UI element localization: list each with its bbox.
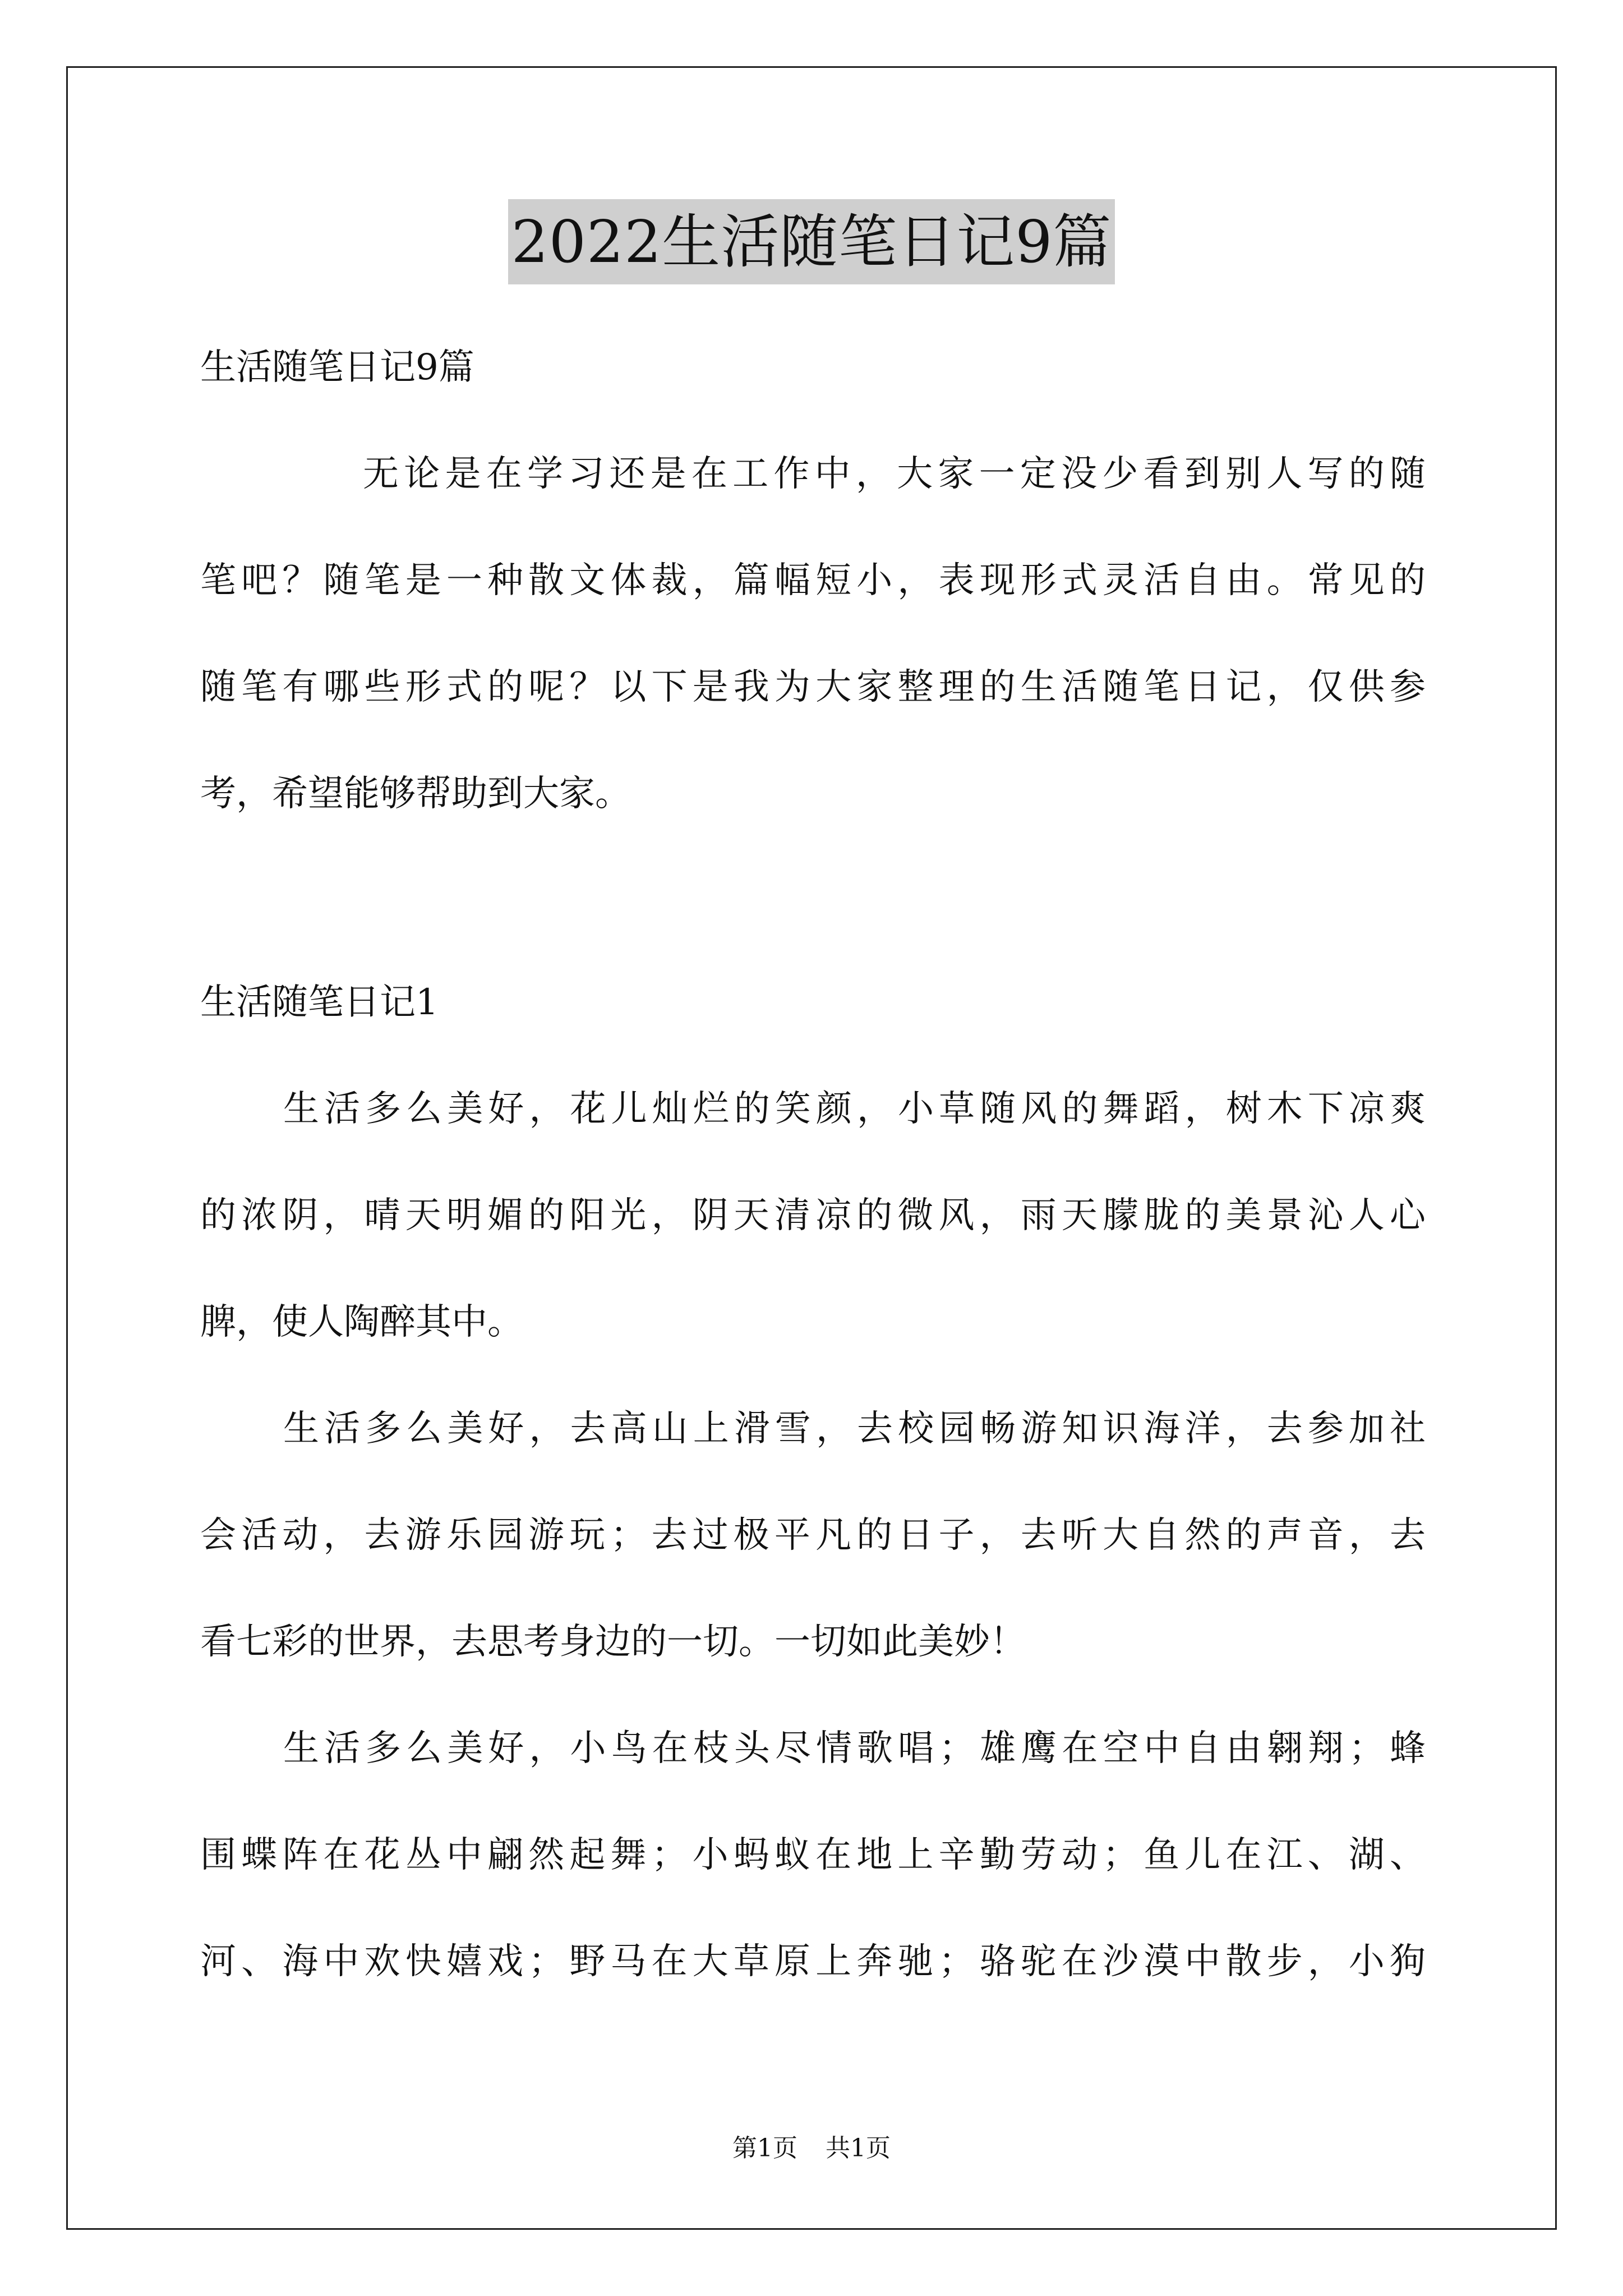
paragraph-line: 河、海中欢快嬉戏；野马在大草原上奔驰；骆驼在沙漠中散步，小狗: [200, 1941, 1426, 1982]
paragraph-line: 的浓阴，晴天明媚的阳光，阴天清凉的微风，雨天朦胧的美景沁人心: [200, 1195, 1426, 1236]
section-heading: 生活随笔日记1: [200, 982, 439, 1023]
paragraph-line: 脾，使人陶醉其中。: [200, 1301, 523, 1343]
page-footer: [0, 2132, 1623, 2165]
intro-line: 随笔有哪些形式的呢？以下是我为大家整理的生活随笔日记，仅供参: [200, 666, 1426, 708]
paragraph-line: 生活多么美好，花儿灿烂的笑颜，小草随风的舞蹈，树木下凉爽: [283, 1088, 1426, 1130]
document-title: 2022生活随笔日记9篇: [508, 199, 1115, 284]
paragraph-line: 生活多么美好，小鸟在枝头尽情歌唱；雄鹰在空中自由翱翔；蜂: [283, 1728, 1426, 1769]
page-number: 第1页: [732, 2134, 797, 2162]
page-total: 共1页: [826, 2134, 891, 2162]
document-subtitle: 生活随笔日记9篇: [200, 347, 474, 388]
intro-line: 考，希望能够帮助到大家。: [200, 773, 631, 815]
paragraph-line: 围蝶阵在花丛中翩然起舞；小蚂蚁在地上辛勤劳动；鱼儿在江、湖、: [200, 1834, 1426, 1876]
document-body: [200, 314, 1426, 2015]
paragraph-line: 看七彩的世界，去思考身边的一切。一切如此美妙！: [200, 1621, 1026, 1663]
intro-line: 笔吧？随笔是一种散文体裁，篇幅短小，表现形式灵活自由。常见的: [200, 560, 1426, 601]
paragraph-line: 生活多么美好，去高山上滑雪，去校园畅游知识海洋，去参加社: [283, 1408, 1426, 1450]
title-container: [0, 199, 1623, 284]
intro-line: 无论是在学习还是在工作中，大家一定没少看到别人写的随: [363, 453, 1426, 495]
paragraph-line: 会活动，去游乐园游玩；去过极平凡的日子，去听大自然的声音，去: [200, 1515, 1426, 1556]
